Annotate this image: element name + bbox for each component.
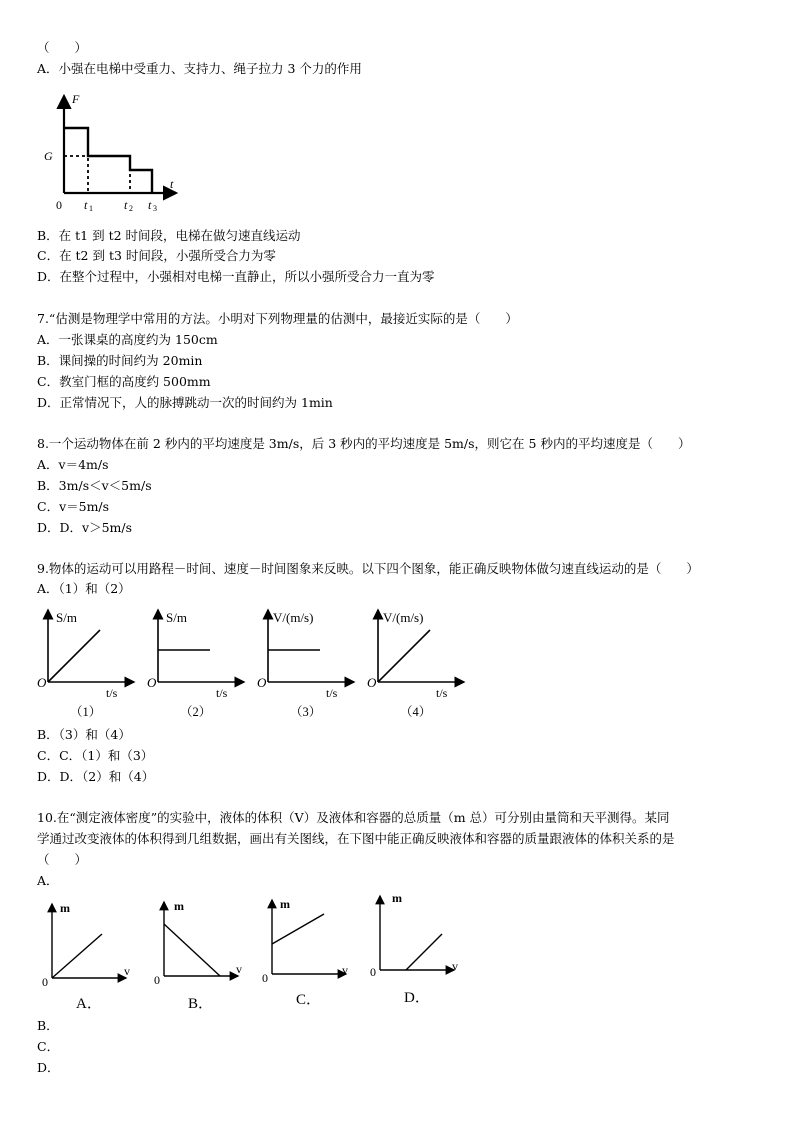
q9-g3-ylabel: V/(m/s)	[273, 610, 314, 625]
q9-g3-xlabel: t/s	[326, 686, 338, 700]
q9-g3-origin: O	[257, 675, 267, 690]
q6-t3-sub: 3	[153, 204, 157, 213]
q9-option-d[interactable]: D．D．（2）和（4）	[37, 769, 155, 784]
q10-stem-line-2: 学通过改变液体的体积得到几组数据，画出有关图线，在下图中能正确反映液体和容器的质量跟液体的体积关系的是	[37, 831, 675, 846]
q10-graph-b	[150, 894, 260, 1016]
q8-option-d[interactable]: D．D．v＞5m/s	[37, 520, 133, 535]
q9-g2-caption: （2）	[180, 705, 212, 719]
q10-gd-origin: 0	[370, 965, 376, 979]
q10-gb-xlabel: v	[236, 962, 242, 976]
q9-g1-caption: （1）	[70, 705, 102, 719]
q10-gb-origin: 0	[154, 973, 160, 987]
q10-gc-caption: C．	[296, 992, 322, 1008]
q6-t1-label: t	[84, 198, 88, 212]
q9-g1-origin: O	[37, 675, 47, 690]
q9-g2-ylabel: S/m	[166, 610, 187, 625]
q9-stem: 9.物体的运动可以用路程－时间、速度－时间图象来反映。以下四个图象，能正确反映物体做匀速直线运动的是（ ）	[37, 561, 699, 576]
q9-option-a[interactable]: A．（1）和（2）	[37, 581, 131, 596]
q10-option-b[interactable]: B．	[37, 1018, 59, 1033]
q10-gd-xlabel: v	[452, 959, 458, 973]
q9-g4-origin: O	[367, 675, 377, 690]
q9-graph-2	[146, 604, 256, 720]
q10-ga-caption: A．	[76, 996, 102, 1012]
q10-graph-c	[258, 892, 368, 1014]
q10-ga-xlabel: v	[124, 964, 130, 978]
q10-ga-line	[52, 934, 102, 978]
q10-gc-origin: 0	[262, 971, 268, 985]
q9-g4-ylabel: V/(m/s)	[383, 610, 424, 625]
q6-bracket: （ ）	[37, 40, 88, 55]
q6-t3-label: t	[148, 198, 152, 212]
q7-option-c[interactable]: C．教室门框的高度约 500mm	[37, 374, 211, 389]
q10-gb-caption: B．	[188, 996, 214, 1012]
q10-option-c[interactable]: C．	[37, 1039, 60, 1054]
q9-g1-xlabel: t/s	[106, 686, 118, 700]
q6-force-line	[64, 128, 152, 193]
q9-g1-ylabel: S/m	[56, 610, 77, 625]
q9-graph-4	[366, 604, 476, 720]
q6-t2-label: t	[124, 198, 128, 212]
q10-gd-ylabel: m	[392, 891, 402, 905]
q6-option-a[interactable]: A．小强在电梯中受重力、支持力、绳子拉力 3 个力的作用	[37, 61, 362, 76]
q7-option-d[interactable]: D．正常情况下，人的脉搏跳动一次的时间约为 1min	[37, 395, 333, 410]
q7-stem: 7.“估测是物理学中常用的方法。小明对下列物理量的估测中，最接近实际的是（ ）	[37, 311, 518, 326]
q10-option-d[interactable]: D．	[37, 1060, 60, 1075]
q8-option-c[interactable]: C．v＝5m/s	[37, 499, 110, 514]
q6-t-label: t	[170, 177, 174, 191]
q8-stem: 8.一个运动物体在前 2 秒内的平均速度是 3m/s，后 3 秒内的平均速度是 5m/s，则它在 5 秒内的平均速度是（ ）	[37, 436, 691, 451]
q9-g4-line	[378, 630, 430, 682]
q10-gc-ylabel: m	[280, 897, 290, 911]
q10-option-a[interactable]: A．	[37, 873, 59, 888]
q9-graph-1	[36, 604, 146, 720]
q10-graph-a	[38, 896, 148, 1018]
q9-g1-line	[48, 630, 100, 682]
q6-origin-label: 0	[56, 198, 62, 212]
q10-stem-line-1: 10.在“测定液体密度”的实验中，液体的体积（V）及液体和容器的总质量（m 总）可分别由量筒和天平测得。某同	[37, 810, 670, 825]
q9-g4-xlabel: t/s	[436, 686, 448, 700]
q9-option-b[interactable]: B．（3）和（4）	[37, 727, 131, 742]
q6-f-label: F	[72, 92, 80, 106]
q10-ga-origin: 0	[42, 975, 48, 989]
q10-stem-line-3: （ ）	[37, 852, 88, 867]
q9-g2-xlabel: t/s	[216, 686, 228, 700]
q10-graph-d	[366, 888, 476, 1010]
q8-option-b[interactable]: B．3m/s＜v＜5m/s	[37, 478, 152, 493]
q10-gc-xlabel: v	[342, 963, 348, 977]
q9-option-c[interactable]: C．C．（1）和（3）	[37, 748, 154, 763]
q6-t1-sub: 1	[89, 204, 93, 213]
q6-option-c[interactable]: C．在 t2 到 t3 时间段，小强所受合力为零	[37, 248, 276, 263]
q9-graph-3	[256, 604, 366, 720]
q6-force-time-graph	[36, 88, 186, 216]
q10-gc-line	[272, 914, 324, 944]
q9-g4-caption: （4）	[400, 705, 432, 719]
q10-gb-ylabel: m	[174, 899, 184, 913]
q10-gd-line	[406, 934, 442, 970]
q10-gd-caption: D．	[404, 990, 430, 1006]
q8-option-a[interactable]: A．v＝4m/s	[37, 457, 109, 472]
q6-option-d[interactable]: D．在整个过程中，小强相对电梯一直静止，所以小强所受合力一直为零	[37, 269, 435, 284]
q7-option-a[interactable]: A．一张课桌的高度约为 150cm	[37, 332, 218, 347]
q10-ga-ylabel: m	[60, 901, 70, 915]
q7-option-b[interactable]: B．课间操的时间约为 20min	[37, 353, 203, 368]
q9-g3-caption: （3）	[290, 705, 322, 719]
q6-option-b[interactable]: B．在 t1 到 t2 时间段，电梯在做匀速直线运动	[37, 228, 301, 243]
q6-t2-sub: 2	[129, 204, 133, 213]
q6-g-label: G	[44, 149, 53, 163]
q9-g2-origin: O	[147, 675, 157, 690]
q10-gb-line	[164, 924, 220, 976]
